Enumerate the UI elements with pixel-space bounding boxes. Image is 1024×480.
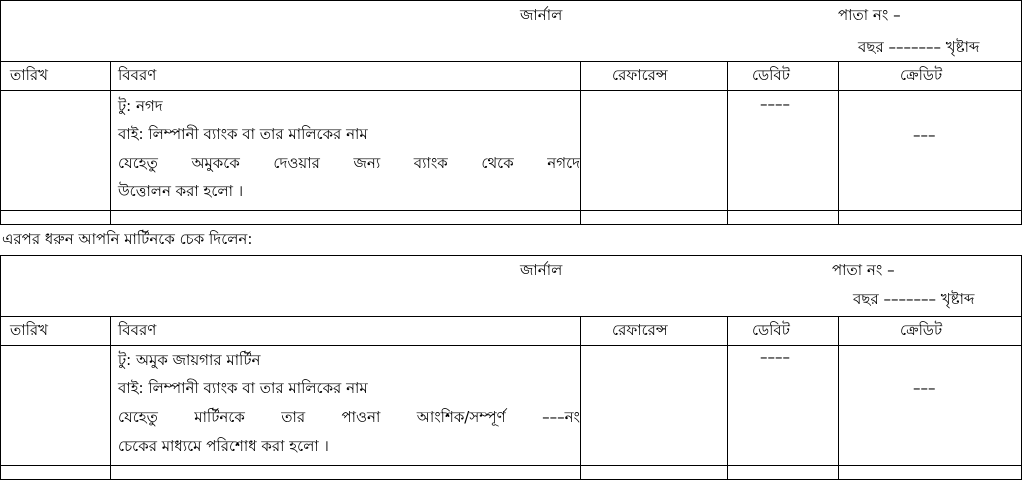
entry-narration-line-1: যেহেতু অমুককে দেওয়ার জন্য ব্যাংক থেকে নগদে: [118, 154, 580, 172]
journal-table-1: [0, 0, 1022, 225]
entry-narration-line-2: উত্তোলন করা হলো ।: [118, 182, 244, 200]
entry-debit-account: টু: অমুক জায়গার মার্টিন: [118, 351, 261, 369]
header-credit: ক্রেডিট: [900, 66, 943, 84]
header-debit: ডেবিট: [752, 66, 790, 84]
page-number-label: পাতা নং –: [832, 261, 895, 279]
year-label: বছর ––––––– খৃষ্টাব্দ: [853, 290, 975, 308]
entry-credit-amount: –––: [913, 126, 936, 144]
entry-narration-line-1: যেহেতু মার্টিনকে তার পাওনা আংশিক/সম্পূর্ণ –––নং: [118, 408, 580, 426]
entry-credit-amount: –––: [913, 379, 936, 397]
header-description: বিবরণ: [118, 66, 157, 84]
page-number-label: পাতা নং –: [838, 6, 901, 24]
entry-narration-line-2: চেকের মাধ্যমে পরিশোধ করা হলো ।: [118, 437, 329, 455]
header-debit: ডেবিট: [752, 321, 790, 339]
header-date: তারিখ: [10, 321, 48, 339]
year-label: বছর ––––––– খৃষ্টাব্দ: [858, 38, 980, 56]
entry-debit-amount: ––––: [760, 95, 790, 113]
header-reference: রেফারেন্স: [612, 66, 668, 84]
header-reference: রেফারেন্স: [612, 321, 668, 339]
entry-debit-amount: ––––: [760, 348, 790, 366]
entry-credit-account: বাই: লিম্পানী ব্যাংক বা তার মালিকের নাম: [118, 125, 368, 143]
journal-table-2: [0, 255, 1022, 480]
journal-title: জার্নাল: [520, 6, 563, 24]
header-credit: ক্রেডিট: [900, 321, 943, 339]
entry-debit-account: টু: নগদ: [118, 97, 163, 115]
entry-credit-account: বাই: লিম্পানী ব্যাংক বা তার মালিকের নাম: [118, 379, 368, 397]
header-date: তারিখ: [10, 66, 48, 84]
header-description: বিবরণ: [118, 321, 157, 339]
instruction-text: এরপর ধরুন আপনি মার্টিনকে চেক দিলেন:: [2, 230, 253, 248]
journal-title: জার্নাল: [520, 261, 563, 279]
